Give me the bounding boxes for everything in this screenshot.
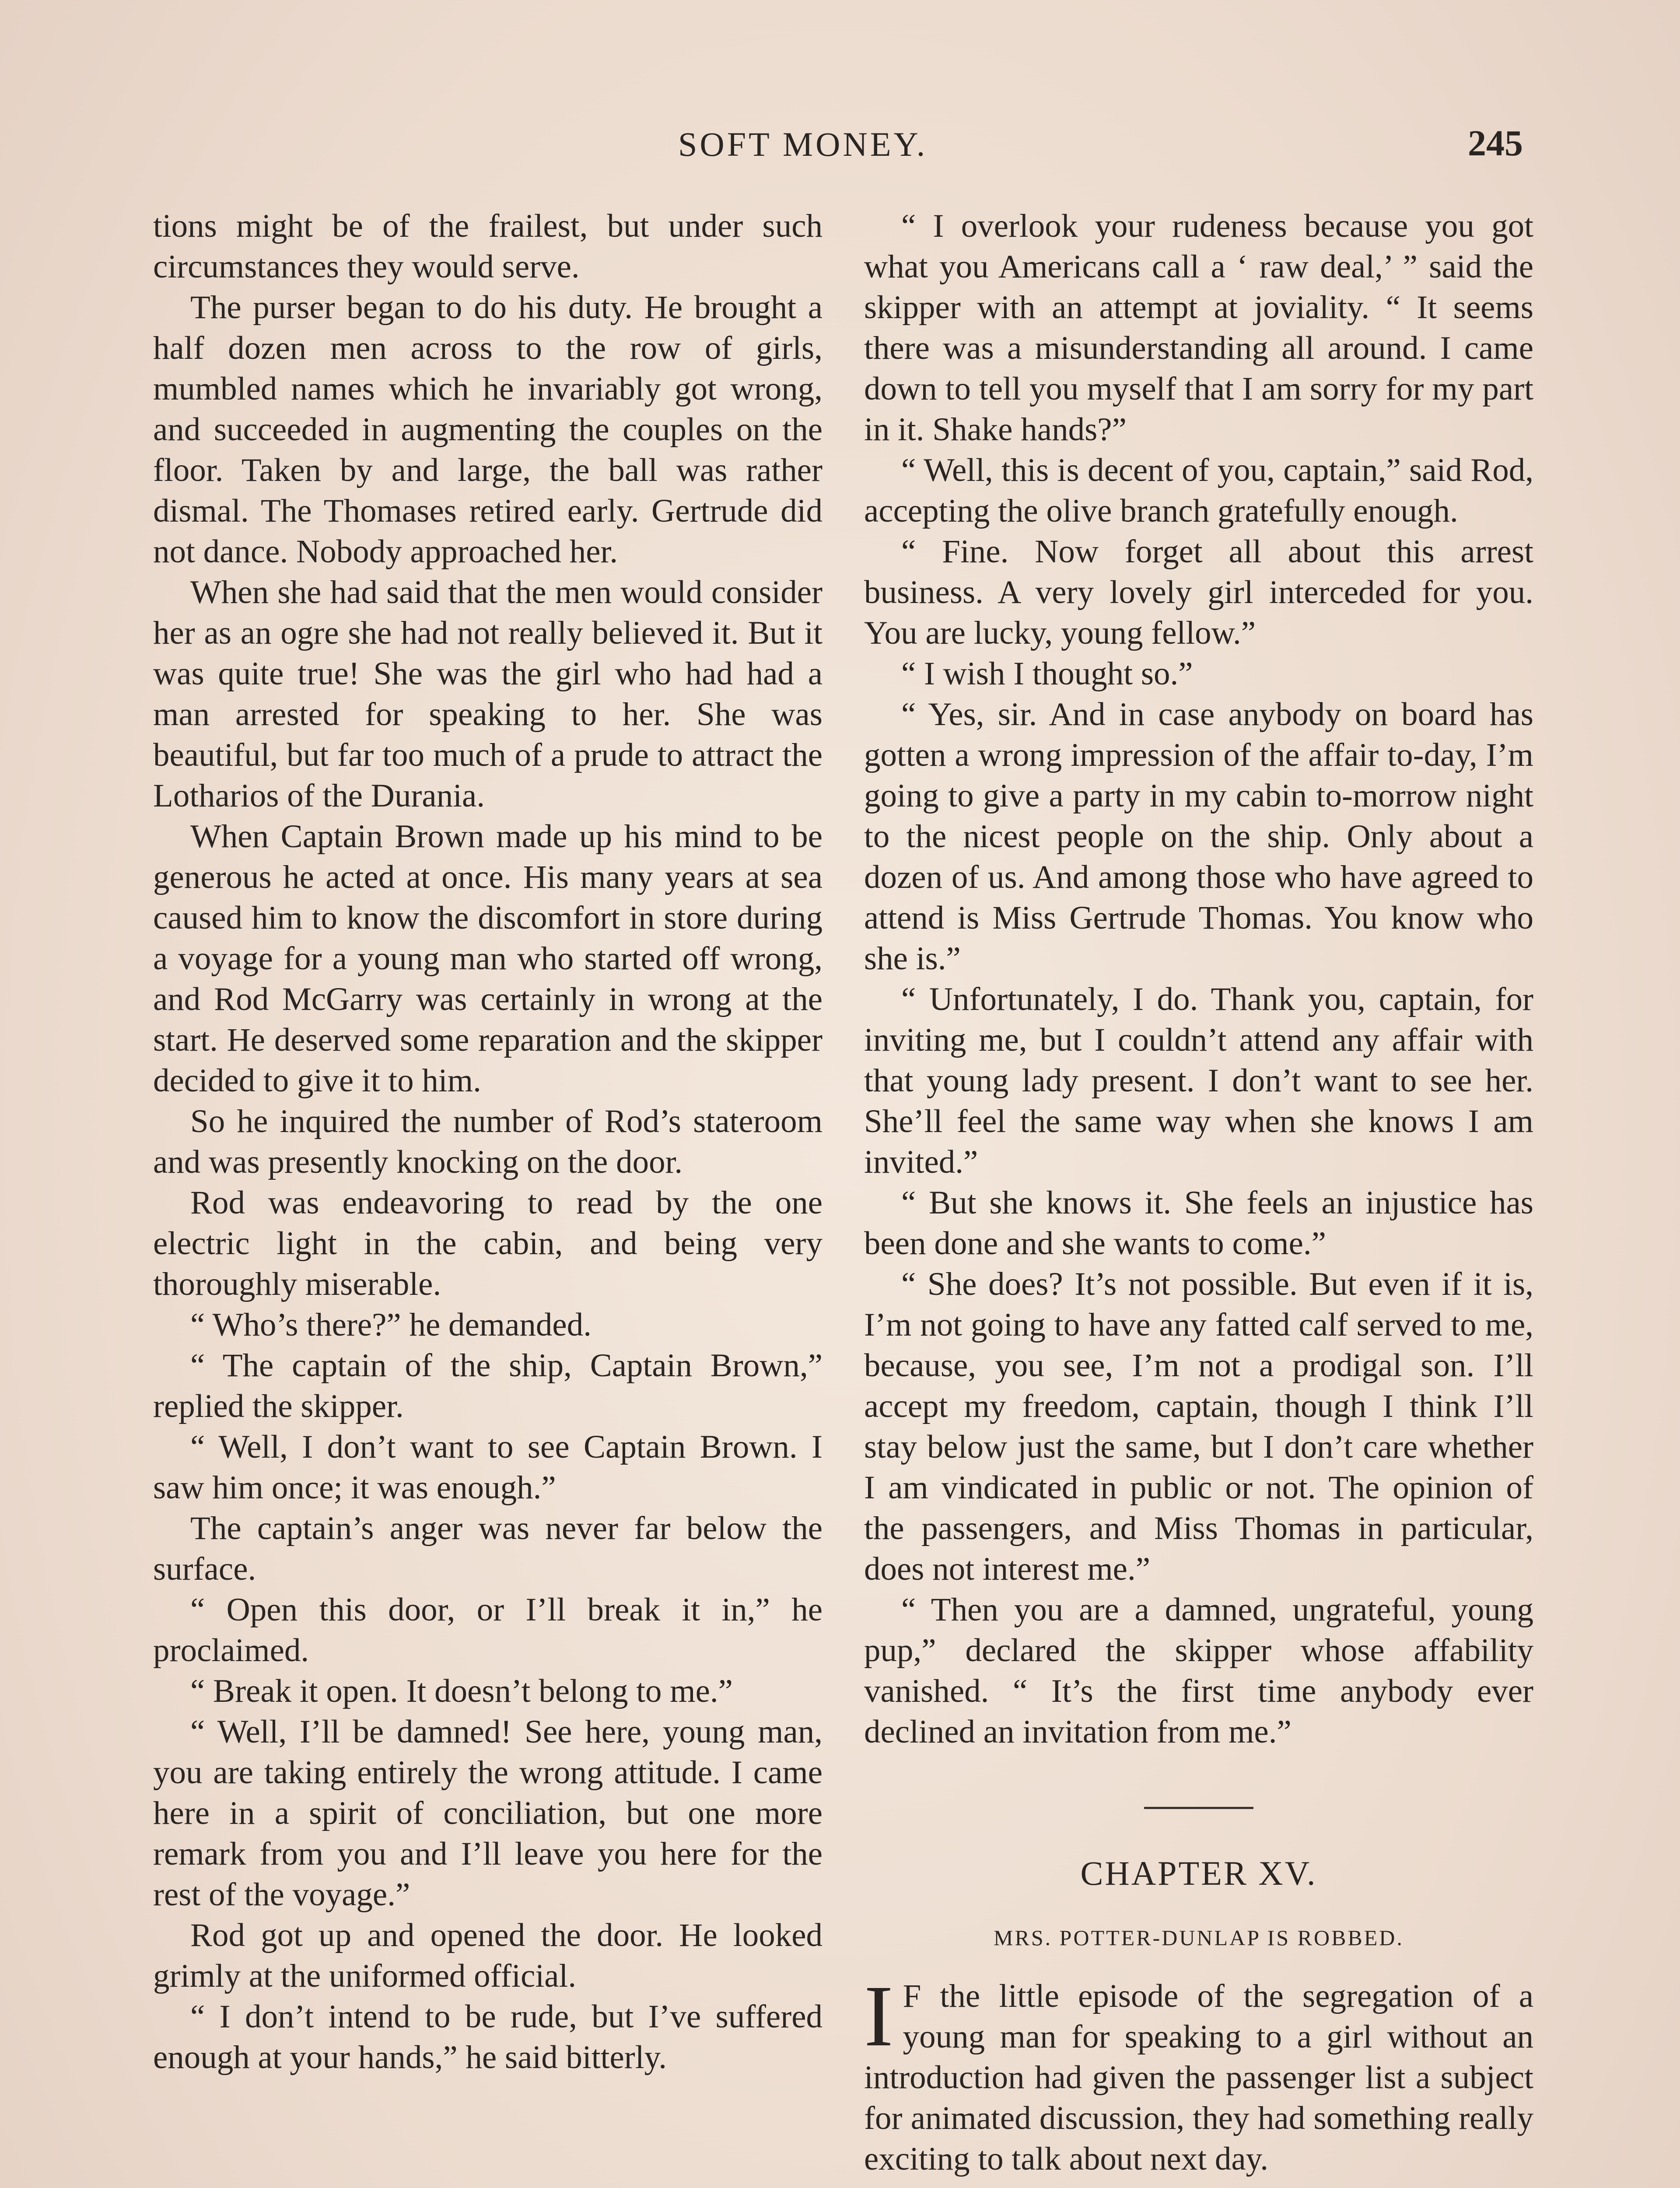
right-column bbox=[864, 206, 1533, 2179]
paragraph: The captain’s anger was never far below the surface. bbox=[153, 1510, 822, 1587]
paragraph: “ Open this door, or I’ll break it in,” he proclaimed. bbox=[153, 1592, 822, 1669]
paragraph: “ Well, I’ll be damned! See here, young man, you are taking entirely the wrong attitude. I came here in a spirit of conciliation, but one more remark from you and I’ll leave you here for the rest of the voyage.” bbox=[153, 1714, 822, 1913]
chapter-opening-paragraph bbox=[864, 1968, 1533, 2179]
paragraph: “ Well, I don’t want to see Captain Brown. I saw him once; it was enough.” bbox=[153, 1429, 822, 1506]
paragraph: “ Then you are a damned, ungrateful, young pup,” declared the skipper whose affability vanished. “ It’s the first time anybody ever declined an invitation from me.” bbox=[864, 1592, 1533, 1750]
paragraph: When she had said that the men would consider her as an ogre she had not really believed it. But it was quite true! She was the girl who had had a man arrested for speaking to her. She was beautiful, but far too much of a prude to attract the Lotharios of the Durania. bbox=[153, 574, 822, 814]
chapter-subtitle: MRS. POTTER-DUNLAP IS ROBBED. bbox=[994, 1925, 1404, 1950]
paragraph: “ She does? It’s not possible. But even if it is, I’m not going to have any fatted calf served to me, because, you see, I’m not a prodigal son. I’ll accept my freedom, captain, though I think I’ll stay below just the same, but I don’t care whether I am vindicated in public or not. The opinion of the passengers, and Miss Thomas in particular, does not interest me.” bbox=[864, 1266, 1533, 1587]
paragraph: tions might be of the frailest, but under such circumstances they would serve. bbox=[153, 208, 822, 285]
running-head bbox=[0, 125, 1680, 177]
paragraph: “ Yes, sir. And in case anybody on board has gotten a wrong impression of the affair to-day, I’m going to give a party in my cabin to-morrow night to the nicest people on the ship. Only about a dozen of us. And among those who have agreed to attend is Miss Gertrude Thomas. You know who she is.” bbox=[864, 696, 1533, 977]
paragraph: “ Unfortunately, I do. Thank you, captain, for inviting me, but I couldn’t attend any affair with that young lady present. I don’t want to see her. She’ll feel the same way when she knows I am invited.” bbox=[864, 981, 1533, 1180]
paragraph: “ I overlook your rudeness because you got what you Americans call a ‘ raw deal,’ ” said the skipper with an attempt at joviality. “ It seems there was a misunderstanding all around. I came down to tell you myself that I am sorry for my part in it. Shake hands?” bbox=[864, 208, 1533, 448]
chapter-title: CHAPTER XV. bbox=[1080, 1854, 1317, 1892]
section-divider bbox=[1144, 1807, 1253, 1809]
drop-cap: I bbox=[864, 1968, 893, 2065]
paragraph: “ But she knows it. She feels an injustice has been done and she wants to come.” bbox=[864, 1185, 1533, 1262]
paragraph: The purser began to do his duty. He brought a half dozen men across to the row of girls, mumbled names which he invariably got wrong, and succeeded in augmenting the couples on the floor. Taken by and large, the ball was rather dismal. The Thomases retired early. Gertrude did not dance. Nobody approached her. bbox=[153, 289, 822, 570]
paragraph: When Captain Brown made up his mind to be generous he acted at once. His many years at sea caused him to know the discomfort in store during a voyage for a young man who started off wrong, and Rod McGarry was certainly in wrong at the start. He deserved some reparation and the skipper decided to give it to him. bbox=[153, 818, 822, 1099]
paragraph: Rod was endeavoring to read by the one electric light in the cabin, and being very thoroughly miserable. bbox=[153, 1185, 822, 1302]
paragraph: “ I don’t intend to be rude, but I’ve suffered enough at your hands,” he said bitterly. bbox=[153, 1999, 822, 2076]
paragraph: “ I wish I thought so.” bbox=[901, 656, 1193, 692]
paragraph: “ The captain of the ship, Captain Brown,” replied the skipper. bbox=[153, 1347, 822, 1424]
paragraph: “ Fine. Now forget all about this arrest business. A very lovely girl interceded for you. You are lucky, young fellow.” bbox=[864, 533, 1533, 651]
paragraph: Rod got up and opened the door. He looked grimly at the uniformed official. bbox=[153, 1917, 822, 1994]
left-column bbox=[153, 206, 822, 2078]
paragraph: “ Who’s there?” he demanded. bbox=[190, 1307, 592, 1343]
paragraph: So he inquired the number of Rod’s stateroom and was presently knocking on the door. bbox=[153, 1103, 822, 1180]
paragraph: “ Well, this is decent of you, captain,” said Rod, accepting the olive branch gratefully enough. bbox=[864, 452, 1533, 529]
page-number: 245 bbox=[1468, 123, 1523, 164]
running-title: SOFT MONEY. bbox=[678, 125, 928, 163]
paragraph: “ Break it open. It doesn’t belong to me.” bbox=[190, 1673, 733, 1709]
chapter-opening-text: F the little episode of the segregation of a young man for speaking to a girl without an introduction had given the passenger list a subject for animated discussion, they had something really exciting to talk about next day. bbox=[864, 1978, 1533, 2177]
